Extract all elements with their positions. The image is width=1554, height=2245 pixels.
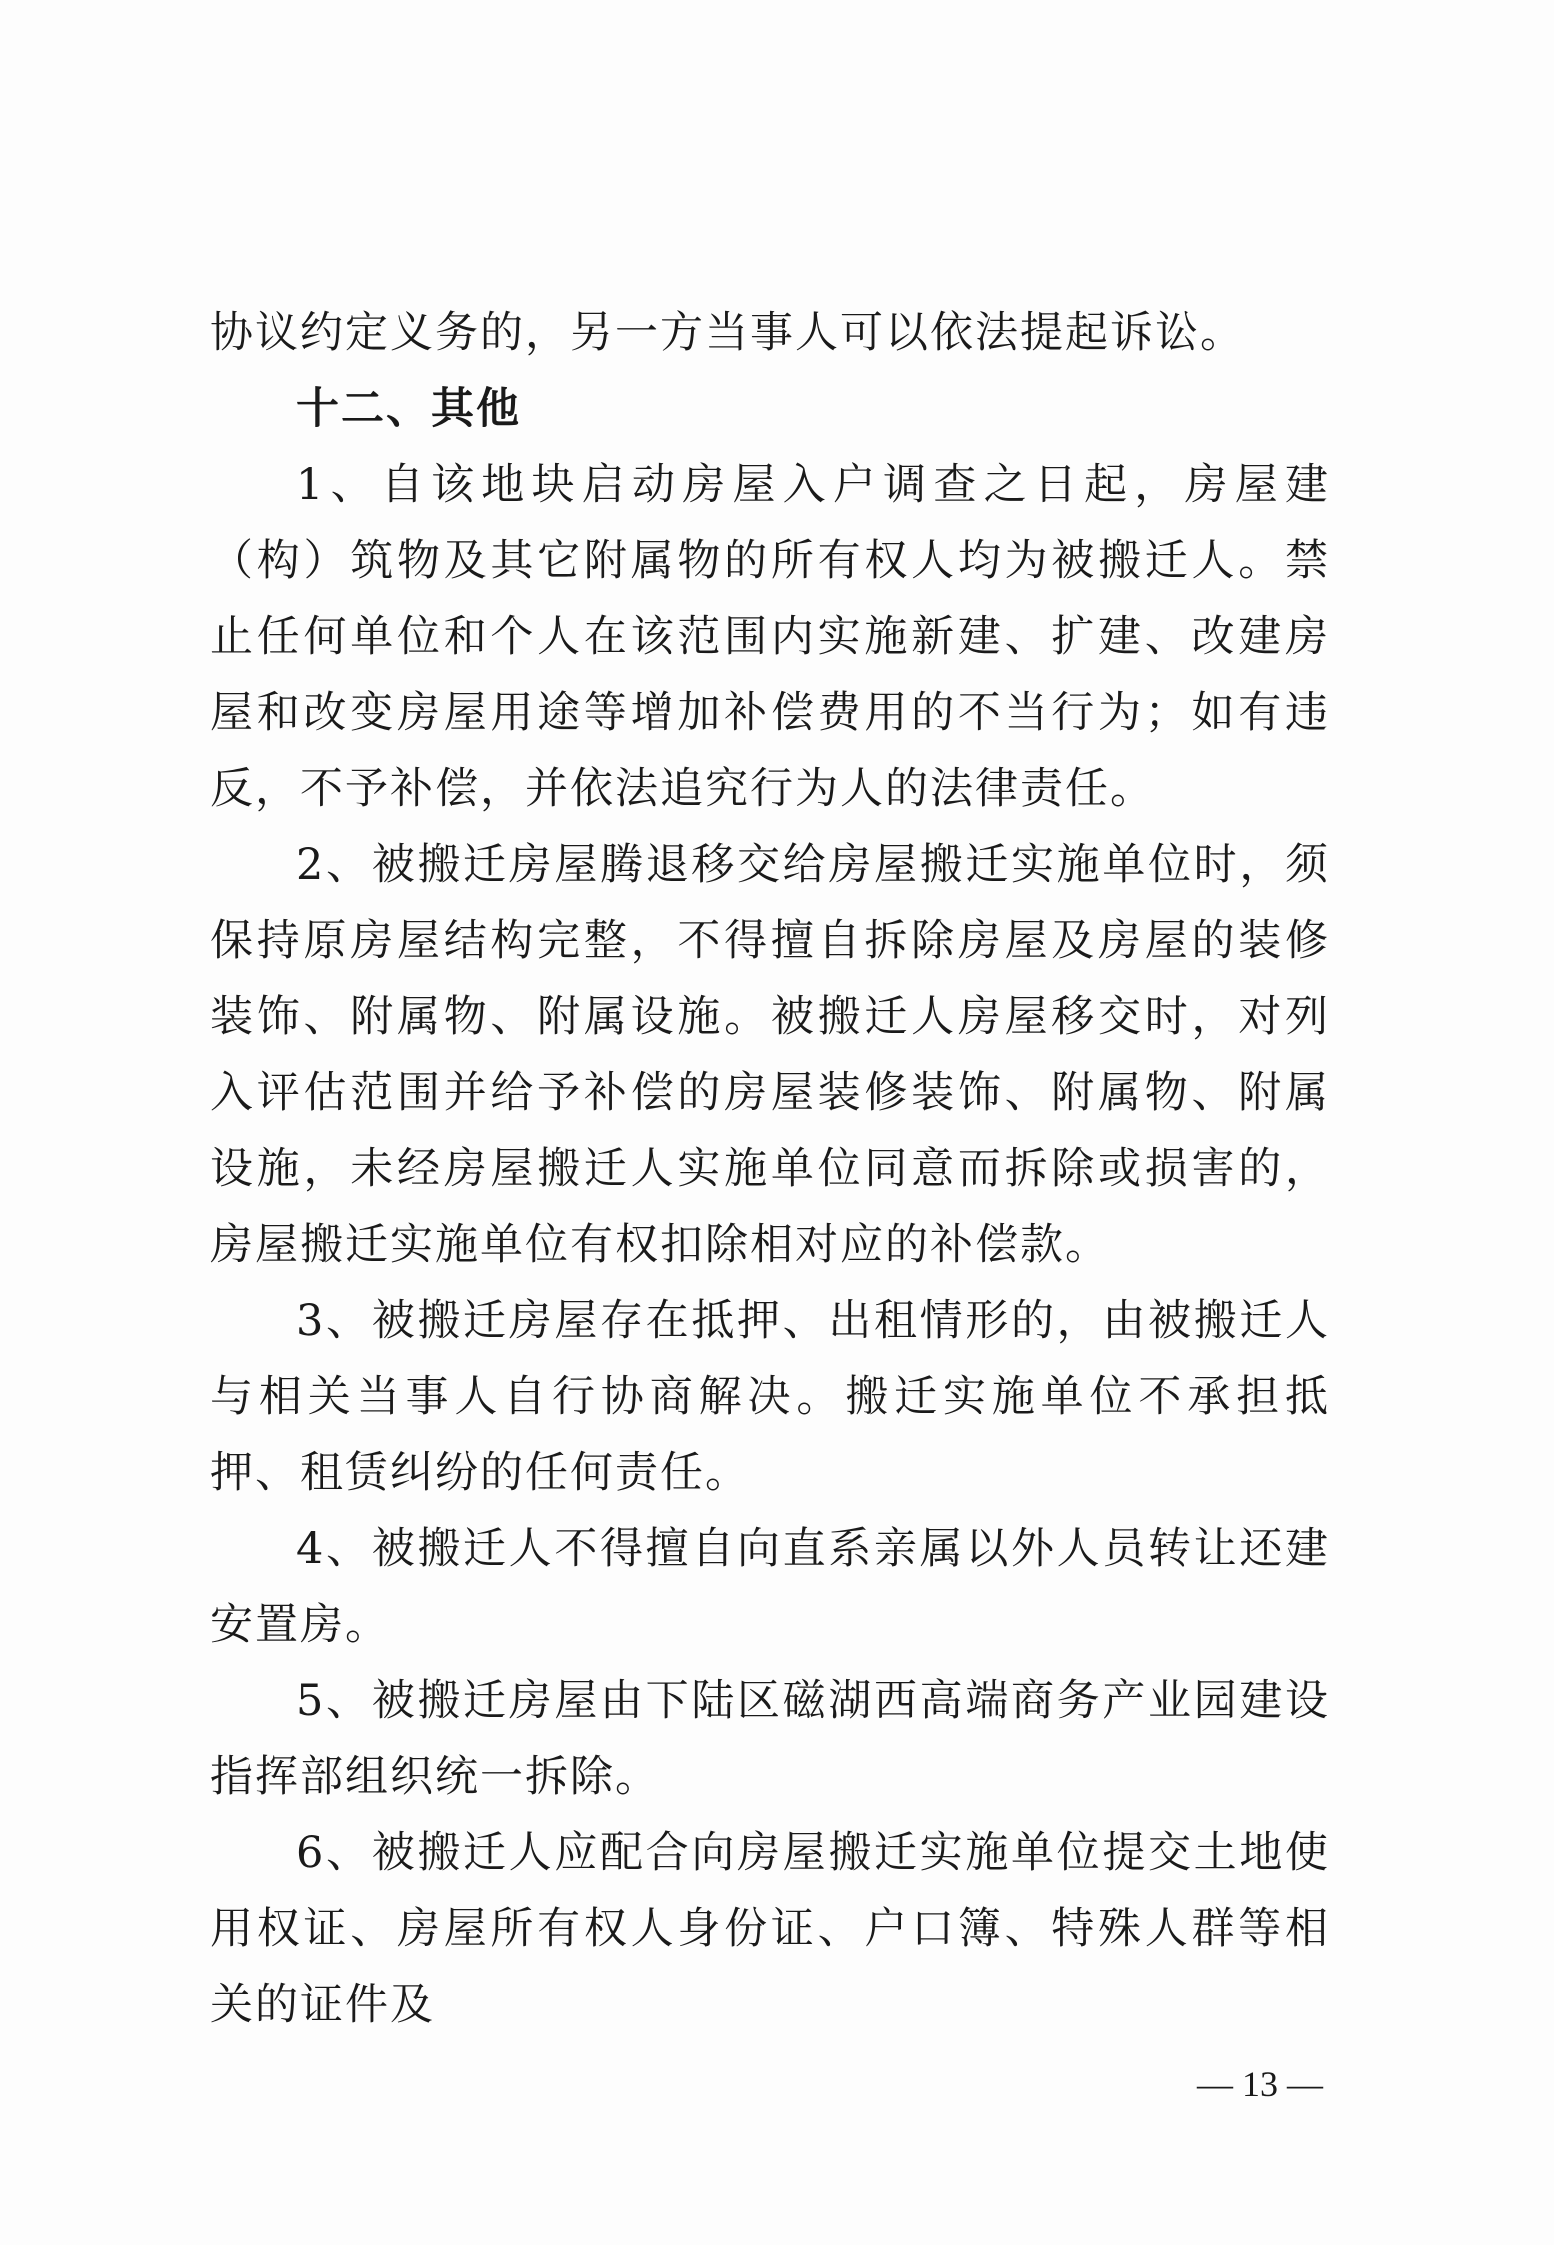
paragraph-item-2: 2、被搬迁房屋腾退移交给房屋搬迁实施单位时，须保持原房屋结构完整，不得擅自拆除房屋及房屋的装修装饰、附属物、附属设施。被搬迁人房屋移交时，对列入评估范围并给予补偿的房屋装修装饰、附属物、附属设施，未经房屋搬迁人实施单位同意而拆除或损害的，房屋搬迁实施单位有权扣除相对应的补偿款。 (210, 840, 1330, 1270)
page-number: — 13 — (1197, 2064, 1323, 2104)
paragraph-item-1: 1、自该地块启动房屋入户调查之日起，房屋建（构）筑物及其它附属物的所有权人均为被搬迁人。禁止任何单位和个人在该范围内实施新建、扩建、改建房屋和改变房屋用途等增加补偿费用的不当行为；如有违反，不予补偿，并依法追究行为人的法律责任。 (210, 460, 1330, 814)
paragraph-continuation: 协议约定义务的，另一方当事人可以依法提起诉讼。 (210, 308, 1245, 358)
paragraph-item-6: 6、被搬迁人应配合向房屋搬迁实施单位提交土地使用权证、房屋所有权人身份证、户口簿、特殊人群等相关的证件及 (210, 1828, 1330, 2030)
paragraph-item-4: 4、被搬迁人不得擅自向直系亲属以外人员转让还建安置房。 (210, 1524, 1330, 1650)
paragraph-item-3: 3、被搬迁房屋存在抵押、出租情形的，由被搬迁人与相关当事人自行协商解决。搬迁实施单位不承担抵押、租赁纠纷的任何责任。 (210, 1296, 1330, 1498)
section-heading: 十二、其他 (296, 384, 521, 434)
paragraph-item-5: 5、被搬迁房屋由下陆区磁湖西高端商务产业园建设指挥部组织统一拆除。 (210, 1676, 1330, 1802)
page-body (210, 295, 1330, 2043)
